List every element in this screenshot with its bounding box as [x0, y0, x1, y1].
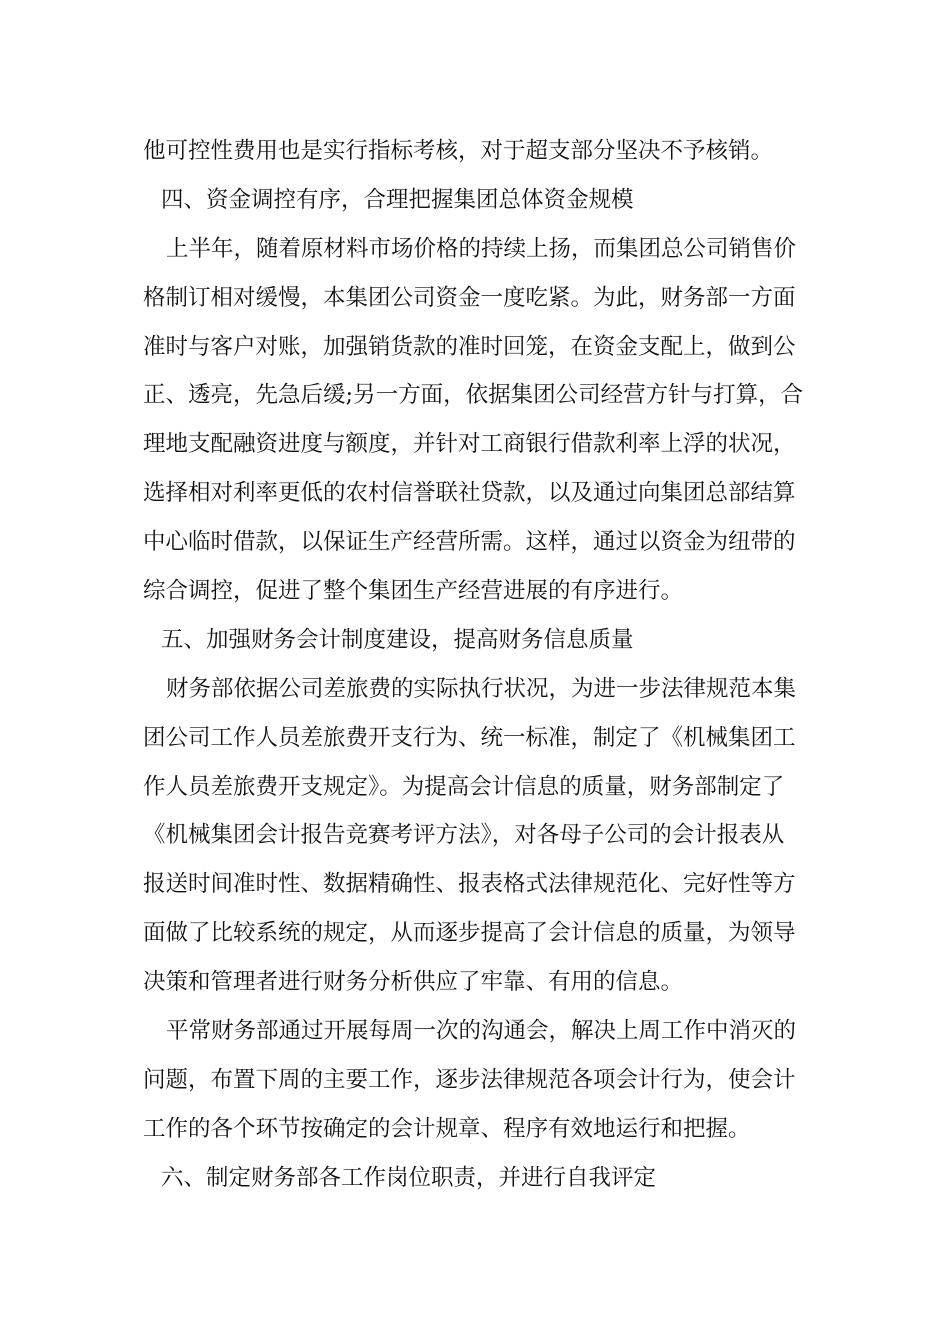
section-heading-4: 四、资金调控有序，合理把握集团总体资金规模	[161, 186, 634, 213]
paragraph-line: 正、透亮，先急后缓;另一方面，依据集团公司经营方针与打算，合	[143, 382, 804, 409]
paragraph-line: 财务部依据公司差旅费的实际执行状况，为进一步法律规范本集	[166, 675, 797, 702]
paragraph-line: 面做了比较系统的规定，从而逐步提高了会计信息的质量，为领导	[143, 920, 796, 947]
paragraph-line: 工作的各个环节按确定的会计规章、程序有效地运行和把握。	[143, 1115, 751, 1142]
paragraph-line: 平常财务部通过开展每周一次的沟通会，解决上周工作中消灭的	[166, 1018, 797, 1045]
section-heading-5: 五、加强财务会计制度建设，提高财务信息质量	[161, 626, 634, 653]
paragraph-line: 问题，布置下周的主要工作，逐步法律规范各项会计行为，使会计	[143, 1066, 796, 1093]
paragraph-line: 格制订相对缓慢，本集团公司资金一度吃紧。为此，财务部一方面	[143, 284, 796, 311]
paragraph-line: 团公司工作人员差旅费开支行为、统一标准，制定了《机械集团工	[143, 724, 796, 751]
paragraph-line: 理地支配融资进度与额度，并针对工商银行借款利率上浮的状况，	[143, 431, 796, 458]
document-body	[143, 127, 810, 1203]
paragraph-line: 综合调控，促进了整个集团生产经营进展的有序进行。	[143, 578, 684, 605]
paragraph-line: 《机械集团会计报告竞赛考评方法》，对各母子公司的会计报表从	[143, 822, 785, 849]
paragraph-line: 作人员差旅费开支规定》。为提高会计信息的质量，财务部制定了	[143, 773, 785, 800]
section-heading-6: 六、制定财务部各工作岗位职责，并进行自我评定	[161, 1164, 657, 1191]
paragraph-line: 上半年，随着原材料市场价格的持续上扬，而集团总公司销售价	[166, 235, 797, 262]
paragraph-line: 准时与客户对账，加强销货款的准时回笼，在资金支配上，做到公	[143, 333, 796, 360]
paragraph-line: 报送时间准时性、数据精确性、报表格式法律规范化、完好性等方	[143, 871, 796, 898]
paragraph-line: 中心临时借款，以保证生产经营所需。这样，通过以资金为纽带的	[143, 529, 796, 556]
paragraph-line: 决策和管理者进行财务分析供应了牢靠、有用的信息。	[143, 969, 684, 996]
paragraph-continuation-line: 他可控性费用也是实行指标考核，对于超支部分坚决不予核销。	[143, 138, 774, 164]
paragraph-line: 选择相对利率更低的农村信誉联社贷款，以及通过向集团总部结算	[143, 480, 796, 507]
